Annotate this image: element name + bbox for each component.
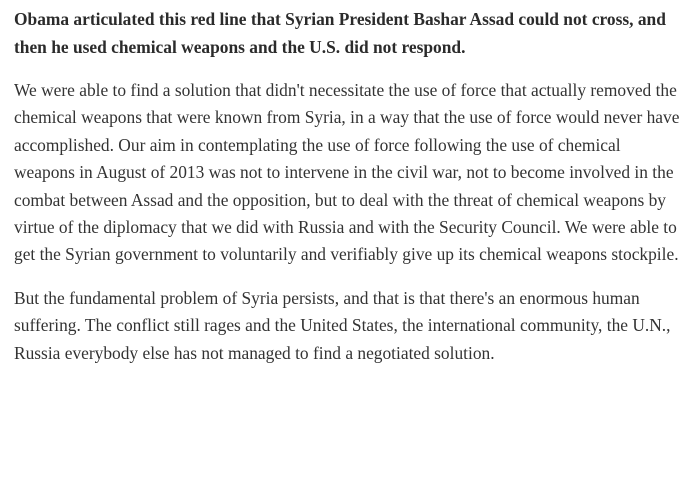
answer-paragraph-1: We were able to find a solution that didn't necessitate the use of force that actually removed the chemical weapons that were known from Syria, in a way that the use of force would never have accomplished. Our aim in contemplating the use of force following the use of chemical weapons in August of 2013 was not to intervene in the civil war, not to become involved in the combat between Assad and the opposition, but to deal with the threat of chemical weapons by virtue of the diplomacy that we did with Russia and with the Security Council. We were able to get the Syrian government to voluntarily and verifiably give up its chemical weapons stockpile.: [14, 80, 680, 265]
answer-paragraph-2: But the fundamental problem of Syria persists, and that is that there's an enormous human suffering. The conflict still rages and the United States, the international community, the U.N., Russia everybody else has not managed to find a negotiated solution.: [14, 287, 671, 363]
interview-question: Obama articulated this red line that Syrian President Bashar Assad could not cross, and then he used chemical weapons and the U.S. did not respond.: [14, 9, 666, 57]
interview-article: [14, 0, 680, 367]
